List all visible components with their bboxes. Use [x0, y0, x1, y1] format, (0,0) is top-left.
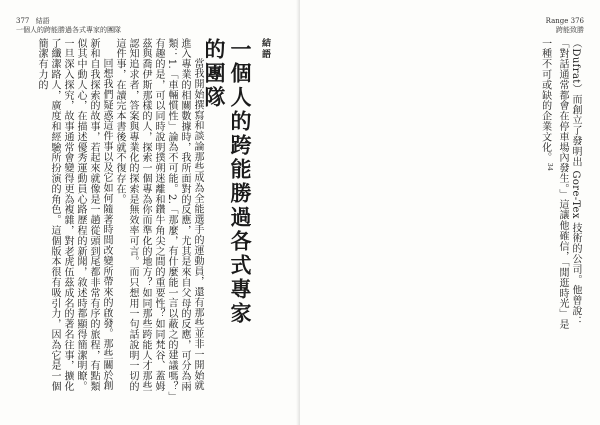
right-running-head-zh: 跨能致勝	[556, 26, 584, 34]
right-page-number: 376	[570, 17, 584, 25]
body-paragraph-2: 回想我們疑惑這件事以及它如何隨著時間改變所帶來的啟發。那些關於創新和自我探索的故事，若起來就像是一趟從頭到尾都非常有序的旅程，有點類似其中動人心，在描述優秀運動員心路歷程的新聞，敘述時都顯得簡潔明瞭。一旦深入探究，故事通常會變得更為複雜，對老虎伍茲成名的著名往事，擴化了纖潔路人，廣度和經驗所扮演的角色。這個版本很有吸引力，因為它是一個簡潔有力的	[36, 38, 112, 392]
left-running-head-title: 一個人的跨能勝過各式專家的團隊	[16, 26, 121, 34]
footnote-marker: 34	[546, 162, 553, 172]
right-running-head-en: Range	[545, 17, 569, 25]
body-paragraph-1: 當我開始撰寫和談論那些成為全能選手的運動員，還有那些並非一開始就進入專業的相關數據時，我所面對的反應，尤其是來自父母的反應，可分為兩類：1.「車輛慣性」論為不可能。2.「那麼，有什麼能一言以蔽之的建議嗎？」有趣的是，可以同時說明撲朔迷離和鑽牛角尖之間的重要性？如同梵谷、蓋姆茲與喬伊斯那樣的人，探索一個專為你而準化的地方？如同那些跨能人才那些認知追求者，答案與專業化的探索是無效率可言。而只想用一句話說明一切的這件事，在讀完本書後就不復存在。	[114, 38, 203, 397]
left-page-number: 377	[16, 17, 30, 25]
left-running-head-part: 結語	[35, 17, 50, 25]
right-body-text	[520, 38, 582, 338]
left-running-header	[16, 17, 121, 35]
chapter-title-block	[202, 38, 272, 338]
chapter-title: 一個人的跨能勝過各式專家的團隊	[202, 38, 253, 326]
right-paragraph-1	[539, 38, 582, 338]
right-running-header	[546, 17, 584, 35]
right-page	[300, 0, 600, 425]
right-paragraph-1-text: （Dufrat）而創立了發明出 Gore-Tex 技術的公司。他曾說：「對話通常都會在停車場內發生。」這讓他確信，「閒逛時光」是一種不可或缺的企業文化。	[539, 38, 581, 330]
chapter-label: 結語	[260, 38, 270, 60]
conclusion-body-text	[20, 38, 204, 400]
